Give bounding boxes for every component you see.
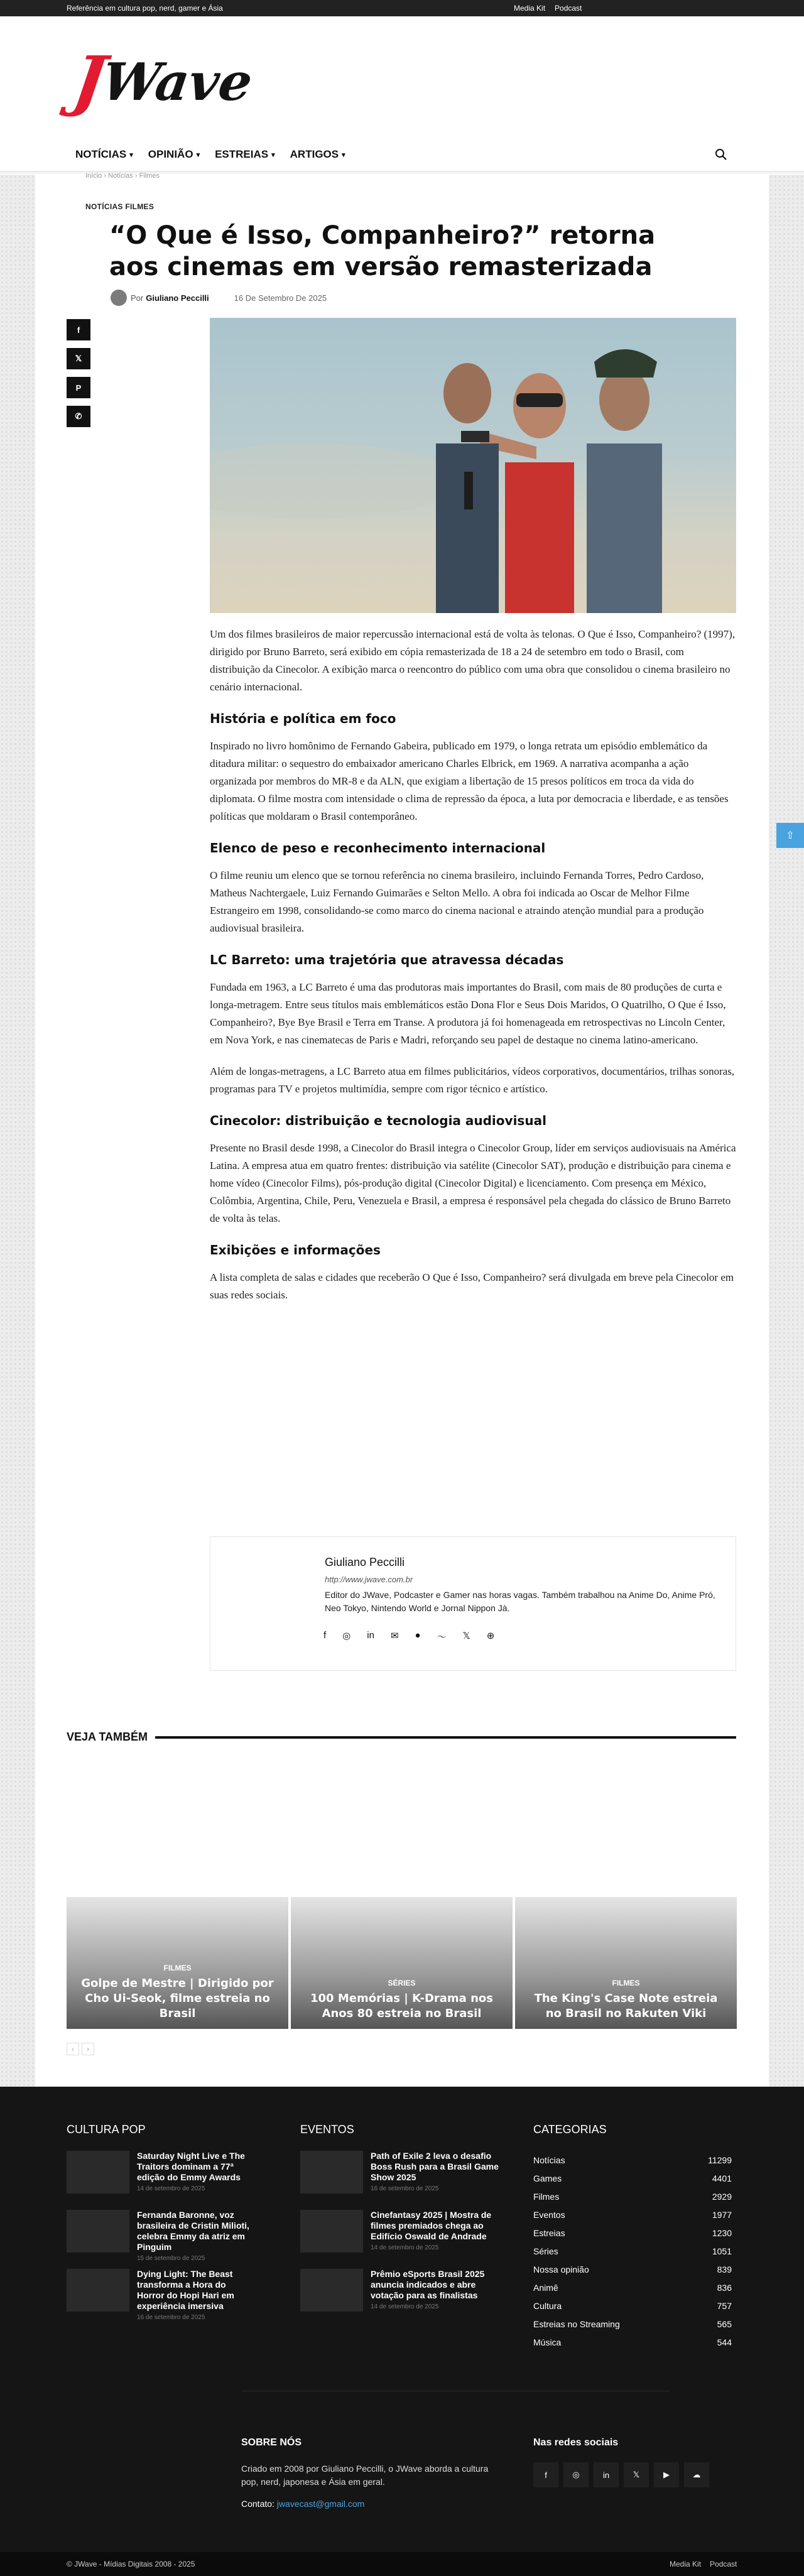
- nav-opiniao[interactable]: [148, 148, 200, 161]
- footer-col-categorias: CATEGORIAS: [533, 2123, 607, 2136]
- section-heading: Cinecolor: distribuição e tecnologia audiovisual: [210, 1113, 546, 1128]
- podcast-link[interactable]: Podcast: [555, 4, 582, 13]
- linkedin-icon[interactable]: in: [367, 1630, 374, 1641]
- related-card[interactable]: [291, 1897, 513, 2029]
- section-heading: LC Barreto: uma trajetória que atravessa décadas: [210, 952, 564, 967]
- byline: [111, 290, 327, 305]
- post-title[interactable]: Cinefantasy 2025 | Mostra de filmes premiados chega ao Edifício Oswald de Andrade: [371, 2210, 492, 2241]
- related-title: VEJA TAMBÉM: [67, 1731, 148, 1743]
- category-label[interactable]: NOTÍCIAS FILMES: [85, 202, 155, 211]
- category-count: 839: [717, 2264, 732, 2274]
- related-pager: [67, 2043, 94, 2055]
- background-pattern-right: [769, 175, 804, 2087]
- category-name: Música: [533, 2337, 562, 2347]
- card-title[interactable]: The King's Case Note estreia no Brasil no Rakuten Viki: [534, 1992, 718, 2020]
- search-icon[interactable]: [715, 148, 730, 163]
- footer-post[interactable]: [300, 2269, 508, 2312]
- facebook-share-icon[interactable]: f: [67, 319, 90, 340]
- category-row[interactable]: [533, 2192, 732, 2210]
- whatsapp-share-icon[interactable]: ✆: [67, 406, 90, 427]
- instagram-icon[interactable]: ◎: [342, 1631, 351, 1641]
- site-tagline: Referência em cultura pop, nerd, gamer e Ásia: [67, 4, 223, 13]
- scroll-top-button[interactable]: ⇧: [776, 823, 804, 848]
- nav-label: ESTREIAS: [215, 148, 269, 160]
- category-name: Cultura: [533, 2301, 562, 2311]
- category-row[interactable]: [533, 2319, 732, 2337]
- category-name: Filmes: [533, 2192, 560, 2202]
- related-rule: [155, 1736, 736, 1739]
- section-heading: História e política em foco: [210, 711, 396, 726]
- category-row[interactable]: [533, 2155, 732, 2173]
- website-icon[interactable]: ⊕: [486, 1631, 495, 1641]
- category-count: 544: [717, 2337, 732, 2347]
- paragraph: Além de longas-metragens, a LC Barreto atua em filmes publicitários, vídeos corporativos, documentários, trilhas sonoras, programas para TV e projetos multimídia, sempre com rigor técnico e artístico.: [210, 1065, 735, 1095]
- author-link[interactable]: Giuliano Peccilli: [146, 293, 209, 303]
- paragraph: Fundada em 1963, a LC Barreto é uma das produtoras mais importantes do Brasil, com mais de 80 produções de curta e longa-metragem. Entre seus títulos mais emblemáticos estão Dona Flor e Seus Dois Maridos, O Quatrilho, O Que é Isso, Companheiro?, Bye Bye Brasil e Terra em Transe. A produtora já foi homenageada em retrospectivas no Lincoln Center, em Nova York, e nas cinematecas de Paris e Madri, reforçando seu papel de destaque no cinema latino-americano.: [210, 981, 726, 1046]
- paragraph: Um dos filmes brasileiros de maior repercussão internacional está de volta às telonas. O Que é Isso, Companheiro? (1997), dirigido por Bruno Barreto, será exibido em cópia remasterizada de 18 a 24 de setembro em todo o Brasil, com distribuição da Cinecolor. A exibição marca o reencontro do público com uma obra que consolidou o cinema brasileiro no cenário internacional.: [210, 628, 736, 693]
- category-name: Nossa opinião: [533, 2264, 589, 2274]
- linkedin-icon[interactable]: in: [594, 2462, 619, 2487]
- category-count: 757: [717, 2301, 732, 2311]
- category-count: 1051: [712, 2246, 732, 2256]
- post-thumbnail: [67, 2151, 129, 2193]
- featured-image: [210, 318, 736, 613]
- chevron-down-icon: ▾: [196, 151, 200, 159]
- card-title[interactable]: Golpe de Mestre | Dirigido por Cho Ui-Seok, filme estreia no Brasil: [81, 1977, 274, 2020]
- footer-post[interactable]: [67, 2210, 255, 2262]
- author-socials: [323, 1630, 494, 1643]
- category-count: 1230: [712, 2228, 732, 2238]
- contact-line: [241, 2499, 505, 2509]
- prev-page-button[interactable]: ‹: [67, 2043, 79, 2055]
- post-title[interactable]: Path of Exile 2 leva o desafio Boss Rush para a Brasil Game Show 2025: [371, 2151, 499, 2182]
- facebook-icon[interactable]: f: [533, 2462, 558, 2487]
- category-name: Animê: [533, 2283, 558, 2293]
- category-count: 565: [717, 2319, 732, 2329]
- nav-artigos[interactable]: [290, 148, 345, 161]
- section-heading: Exibições e informações: [210, 1242, 381, 1258]
- bottom-bar: [0, 2552, 804, 2576]
- site-logo[interactable]: [68, 41, 263, 119]
- bottom-links: [670, 2560, 737, 2568]
- card-category[interactable]: FILMES: [163, 1964, 192, 1972]
- footer-post[interactable]: [300, 2151, 508, 2193]
- category-row[interactable]: [533, 2246, 732, 2264]
- category-row[interactable]: [533, 2228, 732, 2246]
- nav-label: OPINIÃO: [148, 148, 193, 160]
- card-title[interactable]: 100 Memórias | K-Drama nos Anos 80 estreia no Brasil: [310, 1992, 493, 2020]
- about-title: SOBRE NÓS: [241, 2437, 302, 2448]
- category-count: 2929: [712, 2192, 732, 2202]
- nav-estreias[interactable]: [215, 148, 275, 161]
- post-date: 16 de setembro de 2025: [371, 2185, 439, 2192]
- x-icon[interactable]: 𝕏: [624, 2462, 649, 2487]
- publish-date: 16 De Setembro De 2025: [234, 293, 327, 303]
- footer-list-cultura-pop: [67, 2151, 255, 2328]
- logo-wave: Wave: [98, 52, 256, 112]
- post-thumbnail: [67, 2210, 129, 2253]
- next-page-button[interactable]: ›: [82, 2043, 94, 2055]
- breadcrumb[interactable]: Início › Notícias › Filmes: [85, 172, 160, 180]
- author-box: [210, 1536, 736, 1671]
- category-count: 4401: [712, 2173, 732, 2183]
- card-category[interactable]: FILMES: [612, 1979, 640, 1987]
- top-links: [514, 4, 582, 13]
- chevron-down-icon: ▾: [129, 151, 133, 159]
- category-name: Notícias: [533, 2155, 565, 2165]
- about-section: [241, 2437, 505, 2509]
- youtube-icon[interactable]: ▶: [654, 2462, 679, 2487]
- category-row[interactable]: [533, 2301, 732, 2319]
- category-name: Séries: [533, 2246, 558, 2256]
- post-date: 15 de setembro de 2025: [137, 2255, 205, 2262]
- author-box-name[interactable]: Giuliano Peccilli: [325, 1556, 405, 1568]
- category-name: Estreias no Streaming: [533, 2319, 620, 2329]
- social-section: [533, 2437, 709, 2487]
- post-date: 14 de setembro de 2025: [137, 2185, 205, 2192]
- post-thumbnail: [300, 2269, 363, 2312]
- pinterest-share-icon[interactable]: P: [67, 377, 90, 398]
- media-kit-link[interactable]: Media Kit: [670, 2560, 702, 2568]
- category-list: [533, 2155, 732, 2356]
- nav-noticias[interactable]: [75, 148, 133, 161]
- author-box-bio: Editor do JWave, Podcaster e Gamer nas horas vagas. Também trabalhou na Anime Do, Anime Pró, Neo Tokyo, Nintendo World e Jornal Nippon Jà.: [325, 1590, 715, 1613]
- bluesky-icon[interactable]: 〜: [437, 1632, 447, 1643]
- category-name: Games: [533, 2173, 562, 2183]
- post-date: 16 de setembro de 2025: [137, 2314, 205, 2321]
- share-bar: [67, 319, 90, 427]
- post-title[interactable]: Prêmio eSports Brasil 2025 anuncia indicados e abre votação para as finalistas: [371, 2269, 485, 2300]
- article-body: [210, 626, 736, 1318]
- spotify-icon[interactable]: ●: [415, 1630, 421, 1641]
- facebook-icon[interactable]: f: [323, 1630, 327, 1641]
- footer: [0, 2087, 804, 2576]
- category-row[interactable]: [533, 2283, 732, 2301]
- by-label: Por: [131, 293, 144, 303]
- about-text: Criado em 2008 por Giuliano Peccilli, o JWave aborda a cultura pop, nerd, japonesa e Ásia em geral.: [241, 2464, 489, 2487]
- card-category[interactable]: SÉRIES: [388, 1979, 416, 1987]
- mail-icon[interactable]: ✉: [390, 1631, 399, 1641]
- footer-list-eventos: [300, 2151, 508, 2328]
- footer-post[interactable]: [300, 2210, 508, 2253]
- top-bar: [0, 0, 804, 16]
- instagram-icon[interactable]: ◎: [563, 2462, 589, 2487]
- post-title[interactable]: Dying Light: The Beast transforma a Hora do Horror do Hopi Hari em experiência imersiva: [137, 2269, 234, 2311]
- chevron-down-icon: ▾: [342, 151, 345, 159]
- post-date: 14 de setembro de 2025: [371, 2303, 439, 2310]
- social-title: Nas redes sociais: [533, 2437, 619, 2448]
- author-box-url[interactable]: http://www.jwave.com.br: [325, 1575, 413, 1584]
- related-card[interactable]: [67, 1897, 288, 2029]
- post-title[interactable]: Fernanda Baronne, voz brasileira de Cristin Milioti, celebra Emmy da atriz em Pinguim: [137, 2210, 249, 2252]
- category-count: 1977: [712, 2210, 732, 2220]
- podcast-link[interactable]: Podcast: [710, 2560, 737, 2568]
- background-pattern-left: [0, 175, 35, 2087]
- category-row[interactable]: [533, 2264, 732, 2283]
- x-share-icon[interactable]: 𝕏: [67, 348, 90, 369]
- footer-post[interactable]: [67, 2151, 255, 2193]
- x-icon[interactable]: 𝕏: [462, 1631, 470, 1641]
- paragraph: Presente no Brasil desde 1998, a Cinecolor do Brasil integra o Cinecolor Group, líder em serviços audiovisuais na América Latina. A empresa atua em quatro frentes: distribuição via satélite (Cinecolor SAT), produção e distribuição para cinema e home vídeo (Cinecolor Films), pós-produção digital (Cinecolor Digital) e licenciamento. Com presença em México, Colômbia, Argentina, Chile, Peru, Venezuela e Brasil, a empresa é responsável pela chegada do clássico de Bruno Barreto de volta às telas.: [210, 1142, 736, 1224]
- copyright: © JWave - Mídias Digitais 2008 - 2025: [67, 2560, 195, 2568]
- article-title: “O Que é Isso, Companheiro?” retorna aos cinemas em versão remasterizada: [109, 221, 656, 281]
- paragraph: Inspirado no livro homônimo de Fernando Gabeira, publicado em 1979, o longa retrata um episódio emblemático da ditadura militar: o sequestro do embaixador americano Charles Elbrick, em 1969. A narrativa acompanha a ação organizada por membros do MR-8 e da ALN, que exigiam a libertação de 15 presos políticos em troca da vida do diplomata. O filme mostra com intensidade o clima de repressão da época, a luta por democracia e liberdade, e as tensões políticas que moldaram o Brasil contemporâneo.: [210, 740, 729, 822]
- paragraph: O filme reuniu um elenco que se tornou referência no cinema brasileiro, incluindo Fernanda Torres, Pedro Cardoso, Matheus Nachtergaele, Luiz Fernando Guimarães e Selton Mello. A obra foi indicada ao Oscar de Melhor Filme Estrangeiro em 1998, consolidando-se como marco do cinema nacional e atraindo atenção mundial para a produção audiovisual brasileira.: [210, 869, 704, 934]
- nav-label: ARTIGOS: [290, 148, 339, 160]
- post-date: 14 de setembro de 2025: [371, 2244, 439, 2251]
- main-nav: [75, 148, 345, 161]
- chevron-down-icon: ▾: [271, 151, 275, 159]
- nav-label: NOTÍCIAS: [75, 148, 127, 160]
- footer-col-eventos: EVENTOS: [300, 2123, 354, 2136]
- post-thumbnail: [300, 2151, 363, 2193]
- author-avatar: [111, 290, 127, 306]
- post-thumbnail: [67, 2269, 129, 2312]
- contact-email-link[interactable]: jwavecast@gmail.com: [276, 2499, 365, 2509]
- post-title[interactable]: Saturday Night Live e The Traitors dominam a 77ª edição do Emmy Awards: [137, 2151, 245, 2182]
- bluesky-icon[interactable]: ☁: [684, 2462, 709, 2487]
- related-cards: [67, 1897, 737, 2029]
- media-kit-link[interactable]: Media Kit: [514, 4, 546, 13]
- logo-j: J: [68, 41, 111, 119]
- category-row[interactable]: [533, 2173, 732, 2192]
- related-card[interactable]: [515, 1897, 737, 2029]
- related-heading: [67, 1731, 736, 1744]
- contact-label: Contato:: [241, 2499, 274, 2509]
- category-count: 11299: [708, 2155, 732, 2165]
- category-name: Eventos: [533, 2210, 565, 2220]
- section-heading: Elenco de peso e reconhecimento internacional: [210, 840, 546, 856]
- footer-col-cultura-pop: CULTURA POP: [67, 2123, 146, 2136]
- category-name: Estreias: [533, 2228, 565, 2238]
- category-row[interactable]: [533, 2337, 732, 2356]
- footer-post[interactable]: [67, 2269, 255, 2321]
- post-thumbnail: [300, 2210, 363, 2253]
- social-icons: [533, 2462, 709, 2487]
- paragraph: A lista completa de salas e cidades que receberão O Que é Isso, Companheiro? será divulgada em breve pela Cinecolor em suas redes sociais.: [210, 1271, 734, 1301]
- category-row[interactable]: [533, 2210, 732, 2228]
- category-count: 836: [717, 2283, 732, 2293]
